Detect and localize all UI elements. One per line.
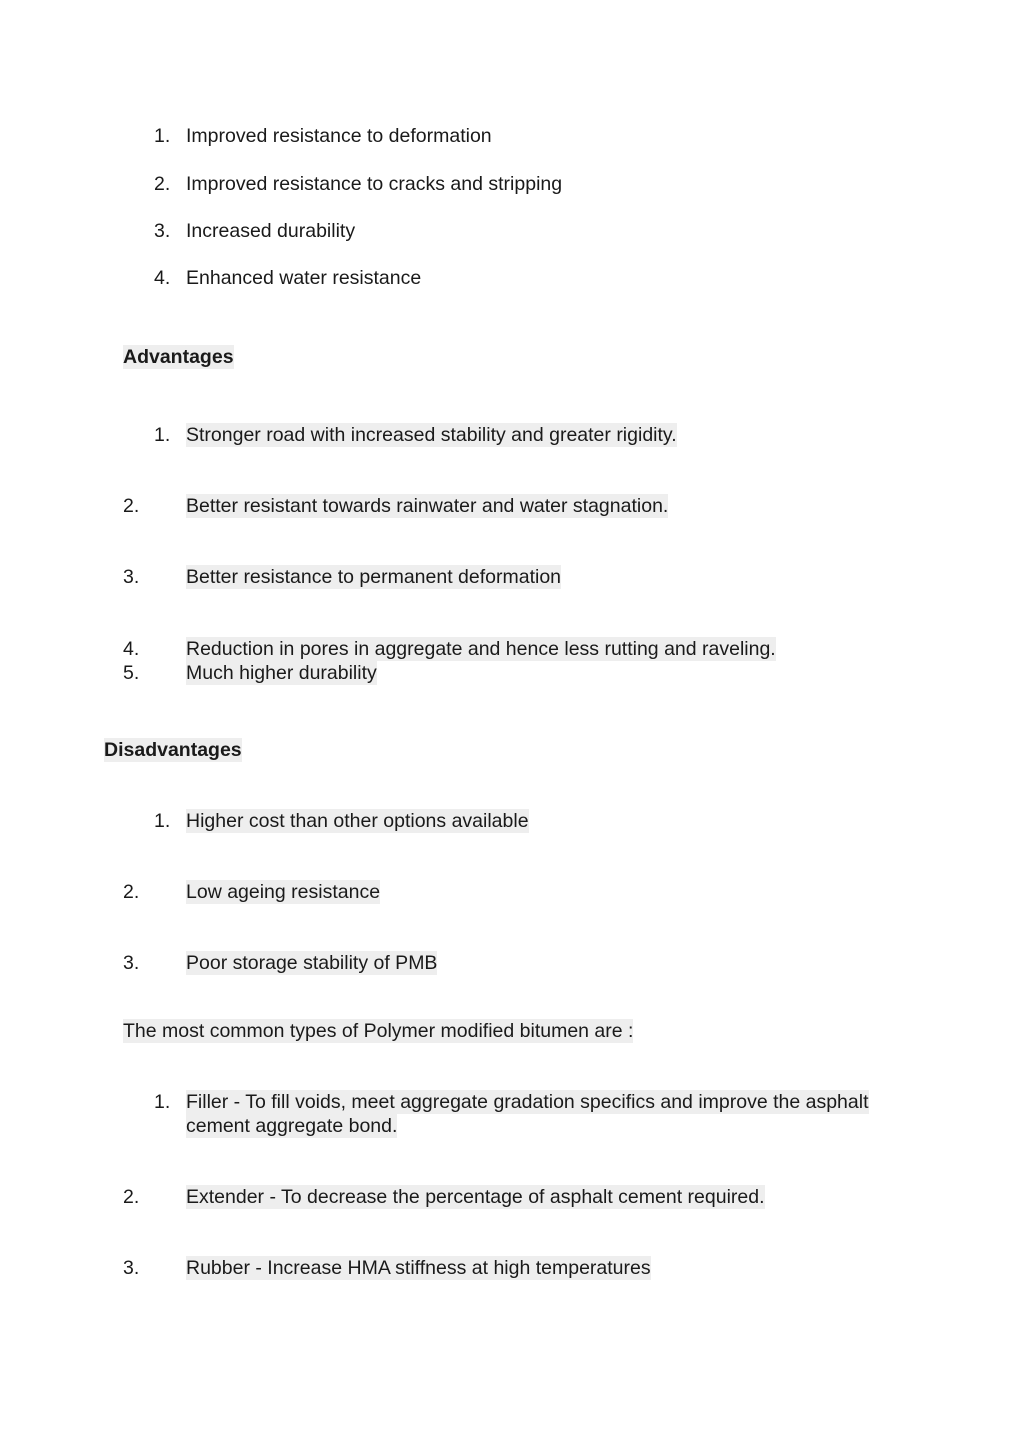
list-number: 2.: [154, 173, 171, 195]
list-number: 2.: [123, 495, 140, 517]
list-number: 2.: [123, 881, 140, 903]
list-item: Reduction in pores in aggregate and hence less rutting and raveling.: [186, 638, 776, 660]
list-item: Extender - To decrease the percentage of asphalt cement required.: [186, 1186, 765, 1208]
list-item: Increased durability: [186, 220, 356, 242]
list-item: Filler - To fill voids, meet aggregate gradation specifics and improve the asphalt: [186, 1091, 869, 1113]
list-item: Better resistance to permanent deformation: [186, 566, 562, 588]
list-number: 5.: [123, 662, 140, 684]
list-item: Better resistant towards rainwater and water stagnation.: [186, 495, 669, 517]
list-number: 1.: [154, 1091, 171, 1113]
list-item: Higher cost than other options available: [186, 810, 529, 832]
list-item: Low ageing resistance: [186, 881, 381, 903]
disadvantages-heading: Disadvantages: [104, 739, 242, 761]
list-item: Enhanced water resistance: [186, 267, 422, 289]
list-item: Poor storage stability of PMB: [186, 952, 438, 974]
advantages-heading: Advantages: [123, 346, 234, 368]
list-item: Stronger road with increased stability and greater rigidity.: [186, 424, 677, 446]
list-number: 1.: [154, 424, 171, 446]
list-number: 3.: [123, 566, 140, 588]
list-number: 4.: [154, 267, 171, 289]
list-number: 2.: [123, 1186, 140, 1208]
list-number: 1.: [154, 810, 171, 832]
list-number: 4.: [123, 638, 140, 660]
list-number: 3.: [123, 952, 140, 974]
list-number: 3.: [154, 220, 171, 242]
list-number: 1.: [154, 125, 171, 147]
list-item: Improved resistance to deformation: [186, 125, 492, 147]
list-number: 3.: [123, 1257, 140, 1279]
types-intro: The most common types of Polymer modified bitumen are :: [123, 1020, 634, 1042]
list-item-continuation: cement aggregate bond.: [186, 1115, 398, 1137]
list-item: Rubber - Increase HMA stiffness at high temperatures: [186, 1257, 651, 1279]
list-item: Much higher durability: [186, 662, 377, 684]
list-item: Improved resistance to cracks and stripping: [186, 173, 563, 195]
